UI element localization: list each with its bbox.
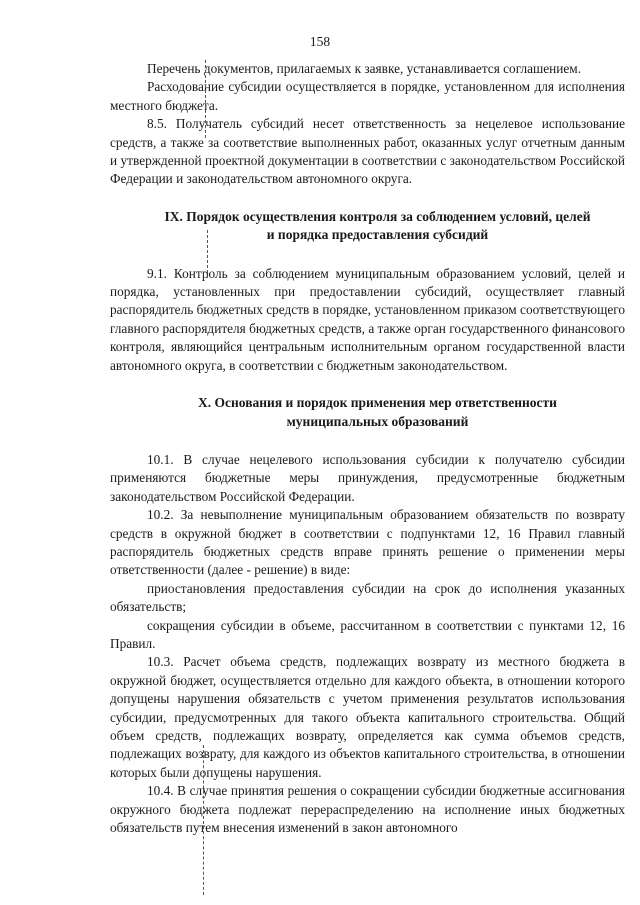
paragraph-8-5: 8.5. Получатель субсидий несет ответственность за нецелевое использование средств, а также за соответствие выполненных работ, оказанных услуг отчетным данным и утвержденной проектной документации в соответствии с законодательством Российской Федерации и законодательством автономного округа.	[110, 116, 625, 187]
scan-artifact-line	[205, 60, 206, 138]
list-item-reduction: сокращения субсидии в объеме, рассчитанном в соответствии с пунктами 12, 16 Правил.	[110, 617, 625, 651]
section-heading-ix-line-2: и порядка предоставления субсидий	[266, 227, 489, 243]
section-heading-x-line-1: X. Основания и порядок применения мер ответственности	[198, 395, 557, 411]
paragraph-subsidy-spending: Расходование субсидии осуществляется в порядке, установленном для исполнения местного бюджета.	[110, 79, 625, 113]
scan-artifact-line	[203, 745, 204, 895]
paragraph-10-2: 10.2. За невыполнение муниципальным образованием обязательств по возврату средств в окружной бюджет в соответствии с подпунктами 12, 16 Правил главный распорядитель бюджетных средств вправе принять решение о применении меры ответственности (далее - решение) в виде:	[110, 507, 625, 578]
paragraph-10-1: 10.1. В случае нецелевого использования субсидии к получателю субсидии применяются бюджетные меры принуждения, предусмотренные бюджетным законодательством Российской Федерации.	[110, 451, 625, 504]
section-heading-ix-line-1: IX. Порядок осуществления контроля за соблюдением условий, целей	[164, 208, 591, 224]
paragraph-9-1: 9.1. Контроль за соблюдением муниципальным образованием условий, целей и порядка, установленных при предоставлении субсидий, осуществляет главный распорядитель бюджетных средств в порядке, установленном приказом соответствующего главного распорядителя бюджетных средств, а также орган государственного финансового контроля, являющийся центральным исполнительным органом государственной власти автономного округа, в соответствии с бюджетным законодательством.	[110, 265, 625, 373]
scan-artifact-line	[207, 230, 208, 278]
section-heading-x-line-2: муниципальных образований	[286, 413, 469, 429]
list-item-suspension: приостановления предоставления субсидии на срок до исполнения указанных обязательств;	[110, 580, 625, 615]
paragraph-10-3: 10.3. Расчет объема средств, подлежащих возврату из местного бюджета в окружной бюджет, осуществляется отдельно для каждого объекта, в отношении которого допущены нарушения обязательств с учетом применения результатов использования субсидии, предусмотренных для такого объекта капитального строительства. Общий объем средств, подлежащих возврату, определяется как сумма объемов средств, подлежащих возврату, для каждого из объектов капитального строительства, в отношении которых были допущены нарушения.	[110, 654, 625, 780]
section-heading-ix	[110, 208, 625, 245]
section-heading-x	[110, 394, 625, 431]
page-number: 158	[309, 34, 331, 49]
paragraph-documents-list: Перечень документов, прилагаемых к заявке, устанавливается соглашением.	[147, 61, 582, 76]
document-body	[110, 60, 625, 837]
paragraph-10-4: 10.4. В случае принятия решения о сокращении субсидии бюджетные ассигнования окружного бюджета подлежат перераспределению на исполнение иных бюджетных обязательств путем внесения изменений в закон автономного	[110, 783, 625, 836]
